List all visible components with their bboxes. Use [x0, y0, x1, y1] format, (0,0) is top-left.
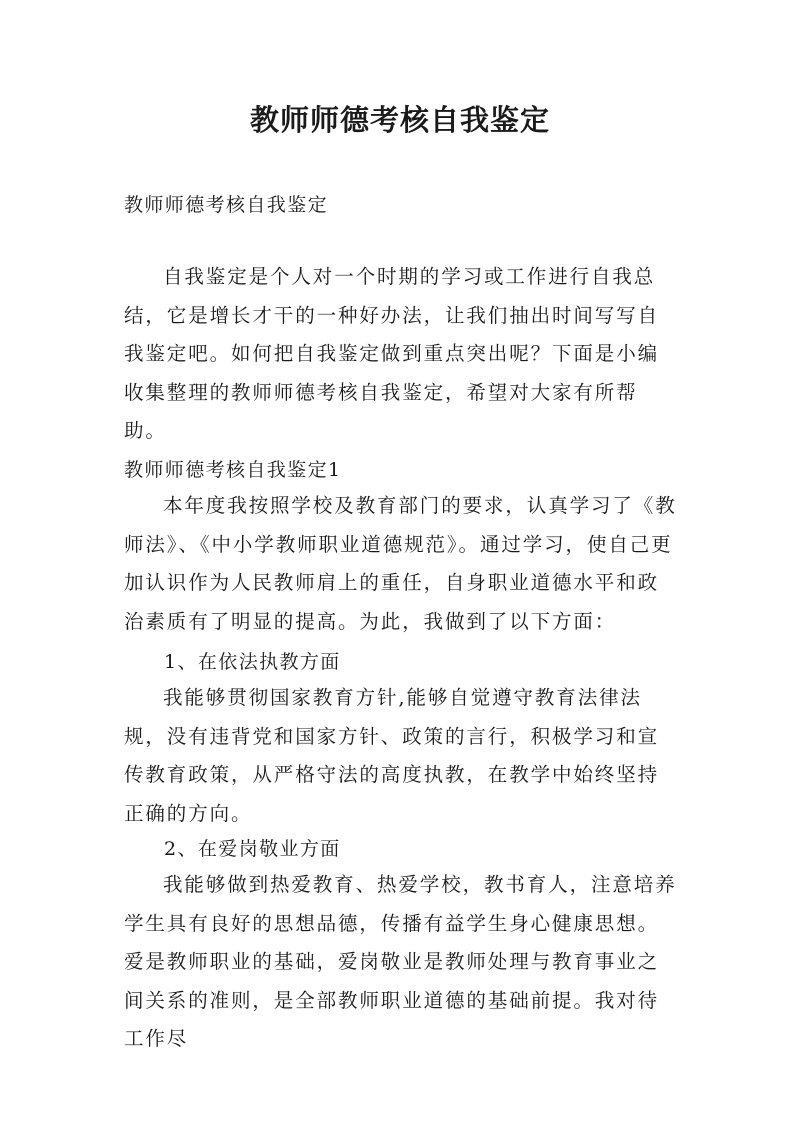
item-1-paragraph: 我能够贯彻国家教育方针,能够自觉遵守教育法律法规，没有违背党和国家方针、政策的言行，积极学习和宣传教育政策，从严格守法的高度执教，在教学中始终坚持正确的方向。 [124, 686, 660, 825]
item-2-paragraph: 我能够做到热爱教育、热爱学校，教书育人，注意培养学生具有良好的思想品德，传播有益学生身心健康思想。爱是教师职业的基础，爱岗敬业是教师处理与教育事业之间关系的准则，是全部教师职业道德的基础前提。我对待工作尽 [124, 873, 677, 1050]
document-title: 教师师德考核自我鉴定 [249, 103, 550, 137]
item-heading-2: 2、在爱岗敬业方面 [164, 838, 341, 860]
intro-paragraph: 自我鉴定是个人对一个时期的学习或工作进行自我总结，它是增长才干的一种好办法，让我们抽出时间写写自我鉴定吧。如何把自我鉴定做到重点突出呢？下面是小编收集整理的教师师德考核自我鉴定，希望对大家有所帮助。 [124, 265, 660, 442]
section-1-paragraph: 本年度我按照学校及教育部门的要求，认真学习了《教师法》、《中小学教师职业道德规范》。通过学习，使自己更加认识作为人民教师肩上的重任，自身职业道德水平和政治素质有了明显的提高。为此，我做到了以下方面： [124, 494, 677, 633]
document-subtitle: 教师师德考核自我鉴定 [124, 194, 329, 216]
section-heading-1: 教师师德考核自我鉴定1 [124, 459, 342, 481]
item-heading-1: 1、在依法执教方面 [164, 651, 341, 673]
